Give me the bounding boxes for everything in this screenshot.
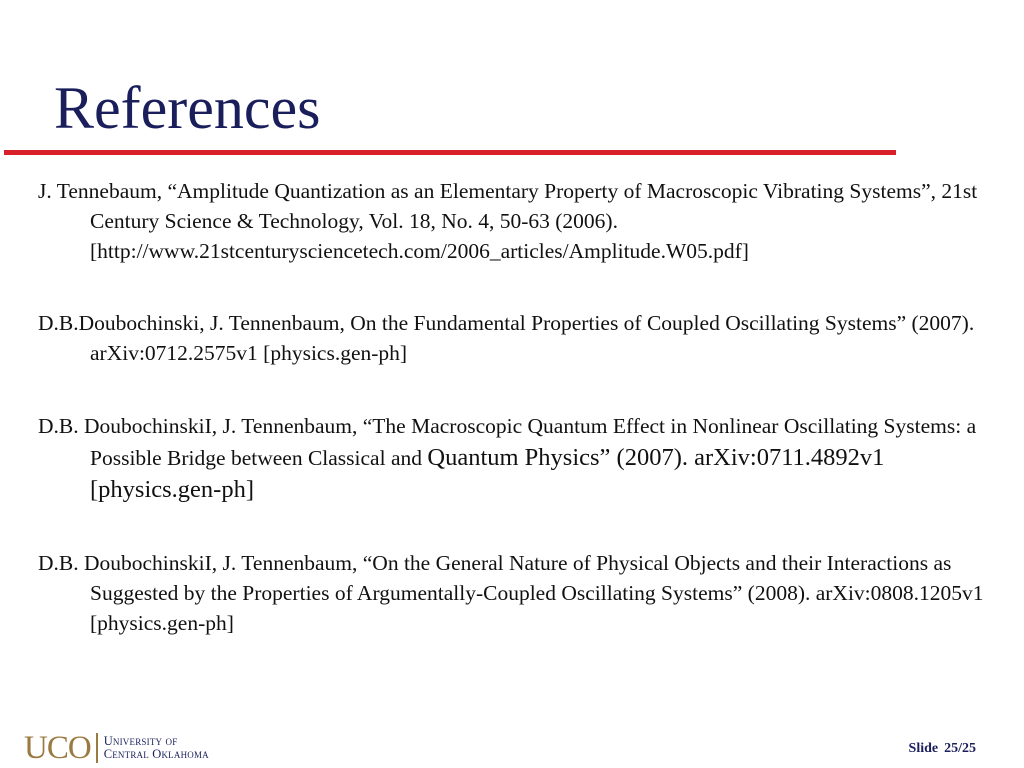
reference-text-larger: Quantum Physics” (2007). arXiv:0711.4892v1 [physics.gen-ph] <box>90 444 885 503</box>
uco-logo-mark: UCO <box>24 729 91 766</box>
university-name-line1: University of <box>103 734 178 748</box>
reference-item <box>38 176 988 266</box>
slide-title: References <box>54 75 321 141</box>
uco-logo <box>24 731 209 765</box>
reference-text: J. Tennebaum, “Amplitude Quantization as an Elementary Property of Macroscopic Vibrating Systems”, 21st Century Science & Technology, Vol. 18, No. 4, 50-63 (2006). <box>38 179 978 233</box>
reference-url: [http://www.21stcenturysciencetech.com/2006_articles/Amplitude.W05.pdf] <box>90 239 749 263</box>
reference-text: D.B. DoubochinskiI, J. Tennenbaum, “The Macroscopic Quantum Effect in Nonlinear Oscillating Systems: a Possible Bridge between Classical and <box>38 414 977 470</box>
slide-number-value: 25/25 <box>944 741 976 756</box>
references-list <box>38 176 988 638</box>
university-name-line2: Central Oklahoma <box>103 747 209 761</box>
reference-item <box>38 548 988 638</box>
slide-number <box>909 741 976 757</box>
slide-label: Slide <box>908 741 939 756</box>
logo-divider <box>96 733 98 763</box>
reference-item <box>38 308 988 368</box>
reference-item <box>38 410 988 506</box>
title-rule <box>4 150 896 155</box>
reference-text: D.B.Doubochinski, J. Tennenbaum, On the Fundamental Properties of Coupled Oscillating Systems” (2007). arXiv:0712.2575v1 [physics.gen-ph] <box>38 311 975 365</box>
university-name <box>104 735 209 761</box>
reference-text: D.B. DoubochinskiI, J. Tennenbaum, “On the General Nature of Physical Objects and their Interactions as Suggested by the Properties of Argumentally-Coupled Oscillating Systems” (2008). arXiv:0808.1205v1 [physics.gen-ph] <box>38 551 984 635</box>
